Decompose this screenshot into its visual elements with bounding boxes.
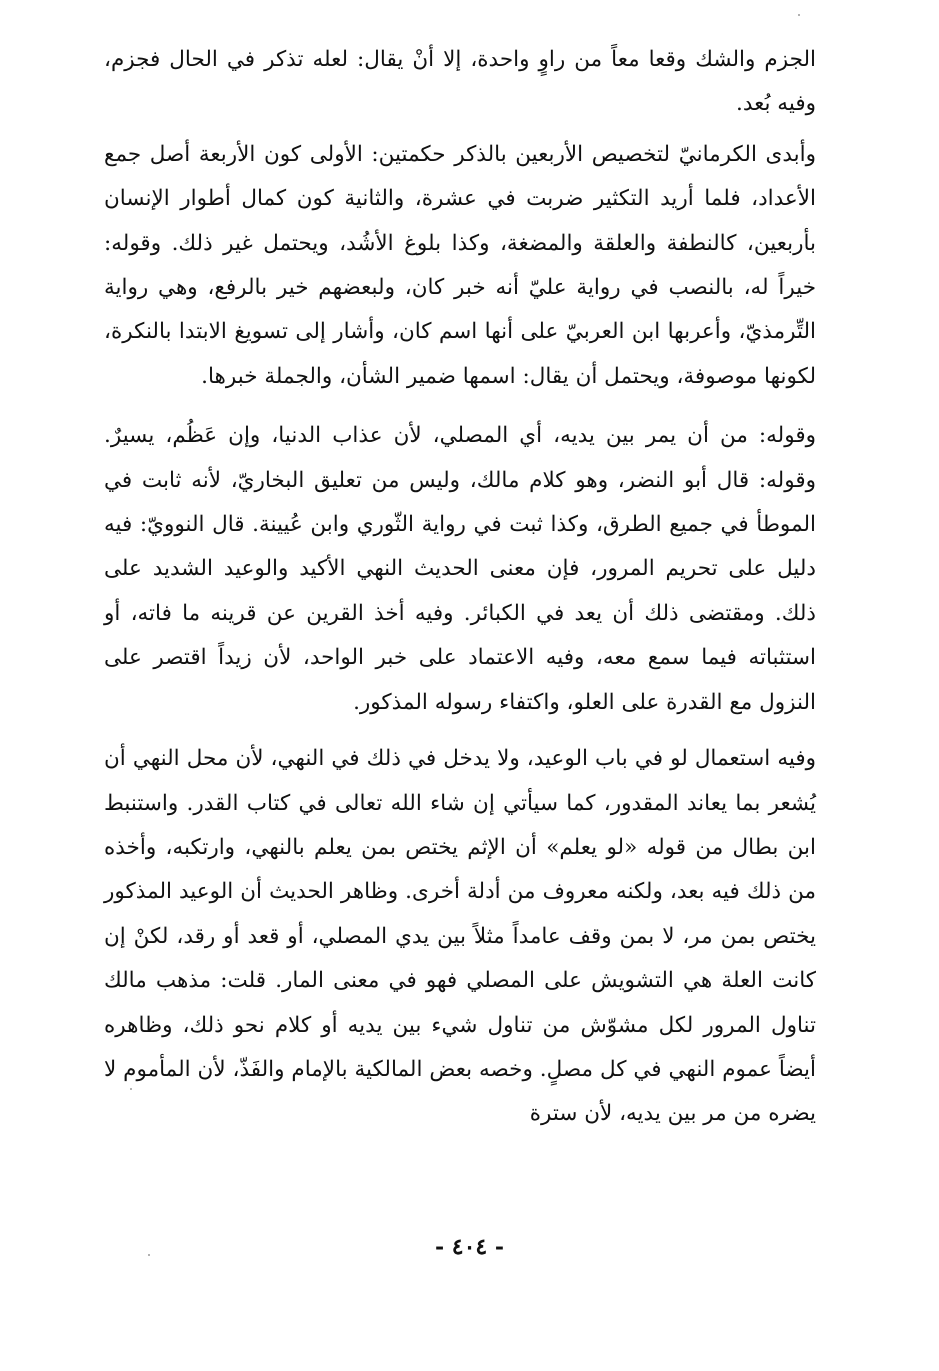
paragraph-2: وأبدى الكرمانيّ لتخصيص الأربعين بالذكر حكمتين: الأولى كون الأربعة أصل جمع الأعداد، فلما أريد التكثير ضربت في عشرة، والثانية كون كمال أطوار الإنسان بأربعين، كالنطفة والعلقة والمضغة، وكذا بلوغ الأشُد، ويحتمل غير ذلك. وقوله: خيراً له، بالنصب في رواية عليّ أنه خبر كان، ولبعضهم خير بالرفع، وهي رواية التِّرمذيّ، وأعربها ابن العربيّ على أنها اسم كان، وأشار إلى تسويغ الابتدا بالنكرة، لكونها موصوفة، ويحتمل أن يقال: اسمها ضمير الشأن، والجملة خبرها.	[104, 141, 816, 389]
paragraph-3: وقوله: من أن يمر بين يديه، أي المصلي، لأن عذاب الدنيا، وإن عَظُم، يسيرٌ. وقوله: قال أبو النضر، وهو كلام مالك، وليس من تعليق البخاريّ، لأنه ثابت في الموطأ في جميع الطرق، وكذا ثبت في رواية الثّوري وابن عُيينة. قال النوويّ: فيه دليل على تحريم المرور، فإن معنى الحديث النهي الأكيد والوعيد الشديد على ذلك. ومقتضى ذلك أن يعد في الكبائر. وفيه أخذ القرين عن قرينه ما فاته، أو استثباته فيما سمع معه، وفيه الاعتماد على خبر الواحد، لأن زيداً اقتصر على النزول مع القدرة على العلو، واكتفاء رسوله المذكور.	[104, 423, 816, 715]
page-body	[104, 38, 816, 1137]
paragraph-1: الجزم والشك وقعا معاً من راوٍ واحدة، إلا أنْ يقال: لعله تذكر في الحال فجزم، وفيه بُعد.	[104, 47, 816, 117]
scan-speck	[148, 1254, 150, 1256]
scan-speck	[798, 14, 800, 16]
page-number: - ٤٠٤ -	[434, 1234, 505, 1260]
paragraph-4: وفيه استعمال لو في باب الوعيد، ولا يدخل في ذلك في النهي، لأن محل النهي أن يُشعر بما يعاند المقدور، كما سيأتي إن شاء الله تعالى في كتاب القدر. واستنبط ابن بطال من قوله «لو يعلم» أن الإثم يختص بمن يعلم بالنهي، وارتكبه، وأخذه من ذلك فيه بعد، ولكنه معروف من أدلة أخرى. وظاهر الحديث أن الوعيد المذكور يختص بمن مر، لا بمن وقف عامداً مثلاً بين يدي المصلي، أو قعد أو رقد، لكنْ إن كانت العلة هي التشويش على المصلي فهو في معنى المار. قلت: مذهب مالك تناول المرور لكل مشوّش من تناول شيء بين يديه أو كلام نحو ذلك، وظاهره أيضاً عموم النهي في كل مصلٍ. وخصه بعض المالكية بالإمام والفَذّ، لأن المأموم لا يضره من مر بين يديه، لأن سترة	[104, 746, 816, 1127]
scan-speck	[130, 1088, 132, 1090]
